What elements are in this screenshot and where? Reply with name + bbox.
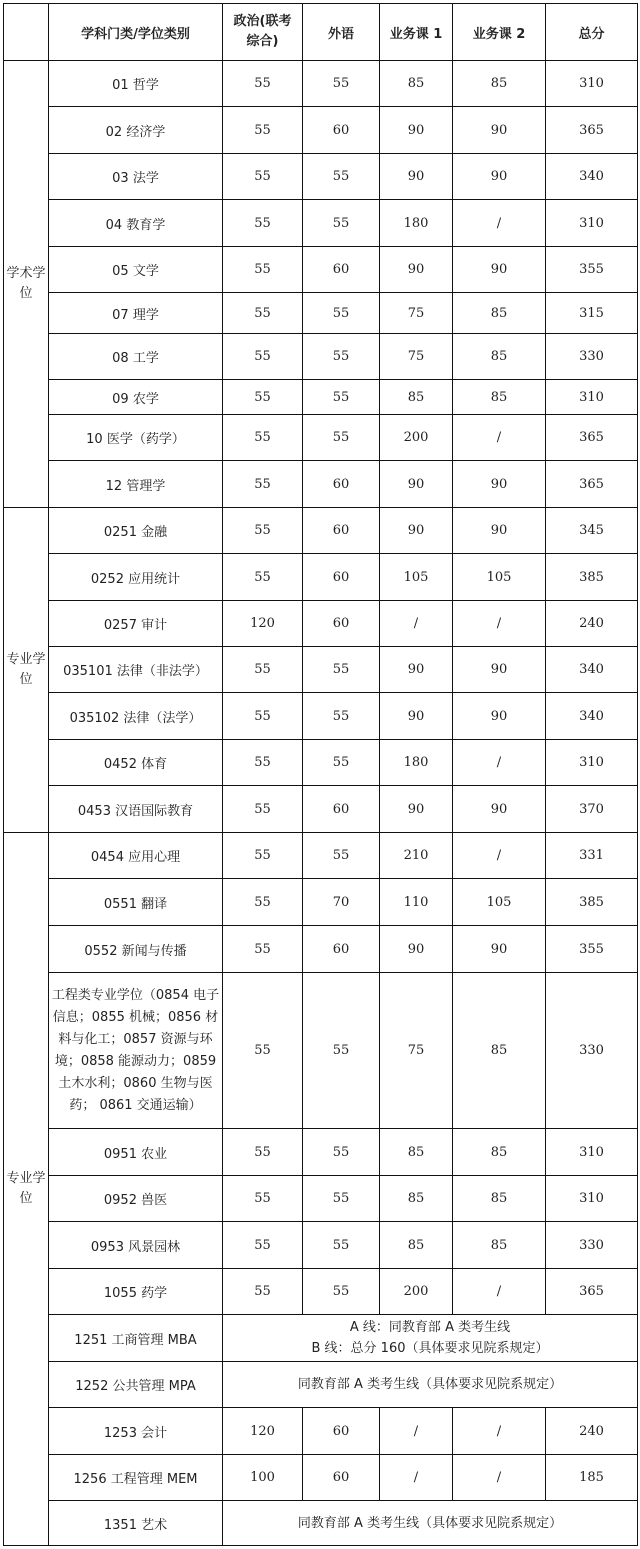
row-course1: 200 [380,1269,453,1315]
row-course2: / [453,415,546,461]
row-language: 60 [303,786,380,833]
header-course1: 业务课 1 [380,4,453,61]
row-course1: 85 [380,380,453,415]
row-subject: 0953 风景园林 [49,1222,223,1269]
row-politics: 55 [223,380,303,415]
row-subject: 1253 会计 [49,1408,223,1455]
row-language: 55 [303,200,380,247]
row-politics: 55 [223,647,303,693]
row-subject: 07 理学 [49,293,223,334]
table-row [4,647,638,693]
row-language: 55 [303,1129,380,1176]
row-language: 60 [303,508,380,554]
row-language: 55 [303,293,380,334]
mpa-note: 同教育部 A 类考生线（具体要求见院系规定） [223,1362,638,1408]
row-course1: 105 [380,554,453,601]
row-language: 55 [303,380,380,415]
header-total: 总分 [546,4,638,61]
row-total: 330 [546,334,638,380]
row-politics: 55 [223,200,303,247]
row-politics: 55 [223,107,303,154]
table-row [4,1176,638,1222]
row-total: 315 [546,293,638,334]
row-language: 55 [303,334,380,380]
row-language: 70 [303,879,380,926]
row-politics: 55 [223,554,303,601]
row-subject: 0251 金融 [49,508,223,554]
header-group [4,4,49,61]
row-course2: 90 [453,786,546,833]
row-course2: 85 [453,1129,546,1176]
row-language: 55 [303,740,380,786]
row-language: 55 [303,1269,380,1315]
row-total: 340 [546,154,638,200]
mba-note-line-b: B 线：总分 160（具体要求见院系规定） [311,1341,549,1356]
row-subject: 02 经济学 [49,107,223,154]
score-line-table [3,3,638,1546]
row-politics: 55 [223,1129,303,1176]
header-language: 外语 [303,4,380,61]
table-row [4,1269,638,1315]
row-course1: 75 [380,334,453,380]
row-course2: 90 [453,154,546,200]
row-subject: 1256 工程管理 MEM [49,1455,223,1501]
row-total: 370 [546,786,638,833]
table-row [4,380,638,415]
mba-note [223,1315,638,1362]
row-course1: 75 [380,973,453,1129]
row-subject: 0952 兽医 [49,1176,223,1222]
row-subject: 08 工学 [49,334,223,380]
header-row [4,4,638,61]
row-total: 385 [546,554,638,601]
table-row [4,334,638,380]
table-row [4,508,638,554]
row-total: 355 [546,247,638,293]
row-subject: 03 法学 [49,154,223,200]
row-course1: / [380,601,453,647]
row-course1: 90 [380,154,453,200]
row-total: 310 [546,200,638,247]
row-total: 310 [546,61,638,107]
row-subject: 12 管理学 [49,461,223,508]
row-total: 340 [546,693,638,740]
row-language: 60 [303,461,380,508]
row-total: 365 [546,415,638,461]
row-course2: 85 [453,1176,546,1222]
table-row [4,601,638,647]
row-subject: 0552 新闻与传播 [49,926,223,973]
table-row [4,554,638,601]
table-row [4,461,638,508]
row-politics: 120 [223,601,303,647]
row-course1: 180 [380,200,453,247]
row-politics: 55 [223,1222,303,1269]
row-subject: 0453 汉语国际教育 [49,786,223,833]
row-course1: 210 [380,833,453,879]
header-subject: 学科门类/学位类别 [49,4,223,61]
mba-note-line-a: A 线：同教育部 A 类考生线 [349,1320,511,1335]
row-course2: 90 [453,693,546,740]
row-subject: 01 哲学 [49,61,223,107]
table-row [4,926,638,973]
row-course2: / [453,1269,546,1315]
table-row [4,154,638,200]
row-course2: 85 [453,973,546,1129]
row-total: 310 [546,1176,638,1222]
row-subject: 05 文学 [49,247,223,293]
row-politics: 100 [223,1455,303,1501]
table-row [4,247,638,293]
group-professional: 专业学位 [4,508,49,833]
row-subject: 04 教育学 [49,200,223,247]
row-course2: 90 [453,107,546,154]
table-row [4,293,638,334]
row-politics: 55 [223,926,303,973]
table-row [4,1222,638,1269]
row-language: 60 [303,107,380,154]
row-course1: 85 [380,1176,453,1222]
row-total: 365 [546,1269,638,1315]
table-row [4,1408,638,1455]
row-total: 365 [546,461,638,508]
art-note: 同教育部 A 类考生线（具体要求见院系规定） [223,1501,638,1546]
row-course2: 90 [453,461,546,508]
row-total: 365 [546,107,638,154]
row-total: 330 [546,973,638,1129]
row-subject: 0951 农业 [49,1129,223,1176]
row-course2: 90 [453,508,546,554]
row-course2: 105 [453,554,546,601]
row-course1: 75 [380,293,453,334]
row-subject: 1251 工商管理 MBA [49,1315,223,1362]
row-language: 55 [303,693,380,740]
row-subject: 035102 法律（法学） [49,693,223,740]
table-row [4,107,638,154]
row-course2: 90 [453,926,546,973]
row-language: 55 [303,833,380,879]
row-language: 60 [303,601,380,647]
row-course1: 90 [380,647,453,693]
row-course1: 90 [380,247,453,293]
row-politics: 55 [223,461,303,508]
row-subject: 0452 体育 [49,740,223,786]
row-course1: 90 [380,786,453,833]
group-academic: 学术学位 [4,61,49,508]
row-total: 340 [546,647,638,693]
row-course1: 85 [380,1129,453,1176]
table-row [4,1362,638,1408]
row-course1: 90 [380,693,453,740]
row-language: 55 [303,415,380,461]
row-total: 345 [546,508,638,554]
row-language: 60 [303,1455,380,1501]
row-course2: / [453,601,546,647]
group-professional: 专业学位 [4,833,49,1546]
row-course1: 200 [380,415,453,461]
row-politics: 55 [223,740,303,786]
row-politics: 55 [223,247,303,293]
row-language: 55 [303,647,380,693]
table-row [4,740,638,786]
row-language: 60 [303,926,380,973]
row-subject: 035101 法律（非法学） [49,647,223,693]
row-course2: / [453,200,546,247]
row-course2: 90 [453,647,546,693]
row-language: 60 [303,554,380,601]
row-course2: 85 [453,61,546,107]
row-politics: 55 [223,973,303,1129]
row-politics: 55 [223,833,303,879]
row-total: 310 [546,380,638,415]
row-course1: 180 [380,740,453,786]
table-row [4,879,638,926]
row-subject: 1351 艺术 [49,1501,223,1546]
row-subject: 0257 审计 [49,601,223,647]
table-row [4,1315,638,1362]
table-row [4,693,638,740]
row-total: 310 [546,1129,638,1176]
row-politics: 55 [223,1176,303,1222]
header-course2: 业务课 2 [453,4,546,61]
row-course2: 85 [453,1222,546,1269]
header-politics: 政治(联考综合) [223,4,303,61]
table-row [4,415,638,461]
row-politics: 55 [223,693,303,740]
row-course2: / [453,1455,546,1501]
row-course2: / [453,833,546,879]
row-subject: 0551 翻译 [49,879,223,926]
row-language: 55 [303,973,380,1129]
row-course2: 85 [453,293,546,334]
row-politics: 55 [223,415,303,461]
row-total: 331 [546,833,638,879]
row-course2: / [453,740,546,786]
row-total: 185 [546,1455,638,1501]
row-subject: 10 医学（药学） [49,415,223,461]
row-language: 60 [303,247,380,293]
row-course1: / [380,1455,453,1501]
row-politics: 55 [223,293,303,334]
row-politics: 55 [223,154,303,200]
row-course1: 85 [380,1222,453,1269]
row-politics: 55 [223,1269,303,1315]
table-row [4,200,638,247]
table-row [4,1129,638,1176]
row-total: 330 [546,1222,638,1269]
row-language: 55 [303,1176,380,1222]
row-total: 310 [546,740,638,786]
row-politics: 55 [223,786,303,833]
row-course2: 105 [453,879,546,926]
row-subject: 0454 应用心理 [49,833,223,879]
table-row [4,786,638,833]
row-politics: 55 [223,508,303,554]
row-subject: 1252 公共管理 MPA [49,1362,223,1408]
row-politics: 120 [223,1408,303,1455]
row-subject: 1055 药学 [49,1269,223,1315]
table-row [4,833,638,879]
row-course2: / [453,1408,546,1455]
row-language: 55 [303,154,380,200]
row-total: 385 [546,879,638,926]
row-course2: 90 [453,247,546,293]
row-politics: 55 [223,61,303,107]
row-course1: 85 [380,61,453,107]
row-course1: / [380,1408,453,1455]
row-course1: 90 [380,508,453,554]
row-course1: 90 [380,461,453,508]
table-row [4,61,638,107]
row-course1: 110 [380,879,453,926]
row-language: 55 [303,1222,380,1269]
row-politics: 55 [223,334,303,380]
row-total: 240 [546,601,638,647]
row-language: 55 [303,61,380,107]
row-total: 240 [546,1408,638,1455]
row-course2: 85 [453,334,546,380]
row-subject: 工程类专业学位（0854 电子信息；0855 机械；0856 材料与化工；0857 资源与环境；0858 能源动力；0859 土木水利；0860 生物与医药； 0861 交通运输） [49,973,223,1129]
row-course2: 85 [453,380,546,415]
table-row [4,1501,638,1546]
row-total: 355 [546,926,638,973]
row-course1: 90 [380,926,453,973]
table-row [4,1455,638,1501]
row-politics: 55 [223,879,303,926]
row-subject: 09 农学 [49,380,223,415]
table-row [4,973,638,1129]
row-language: 60 [303,1408,380,1455]
row-course1: 90 [380,107,453,154]
row-subject: 0252 应用统计 [49,554,223,601]
